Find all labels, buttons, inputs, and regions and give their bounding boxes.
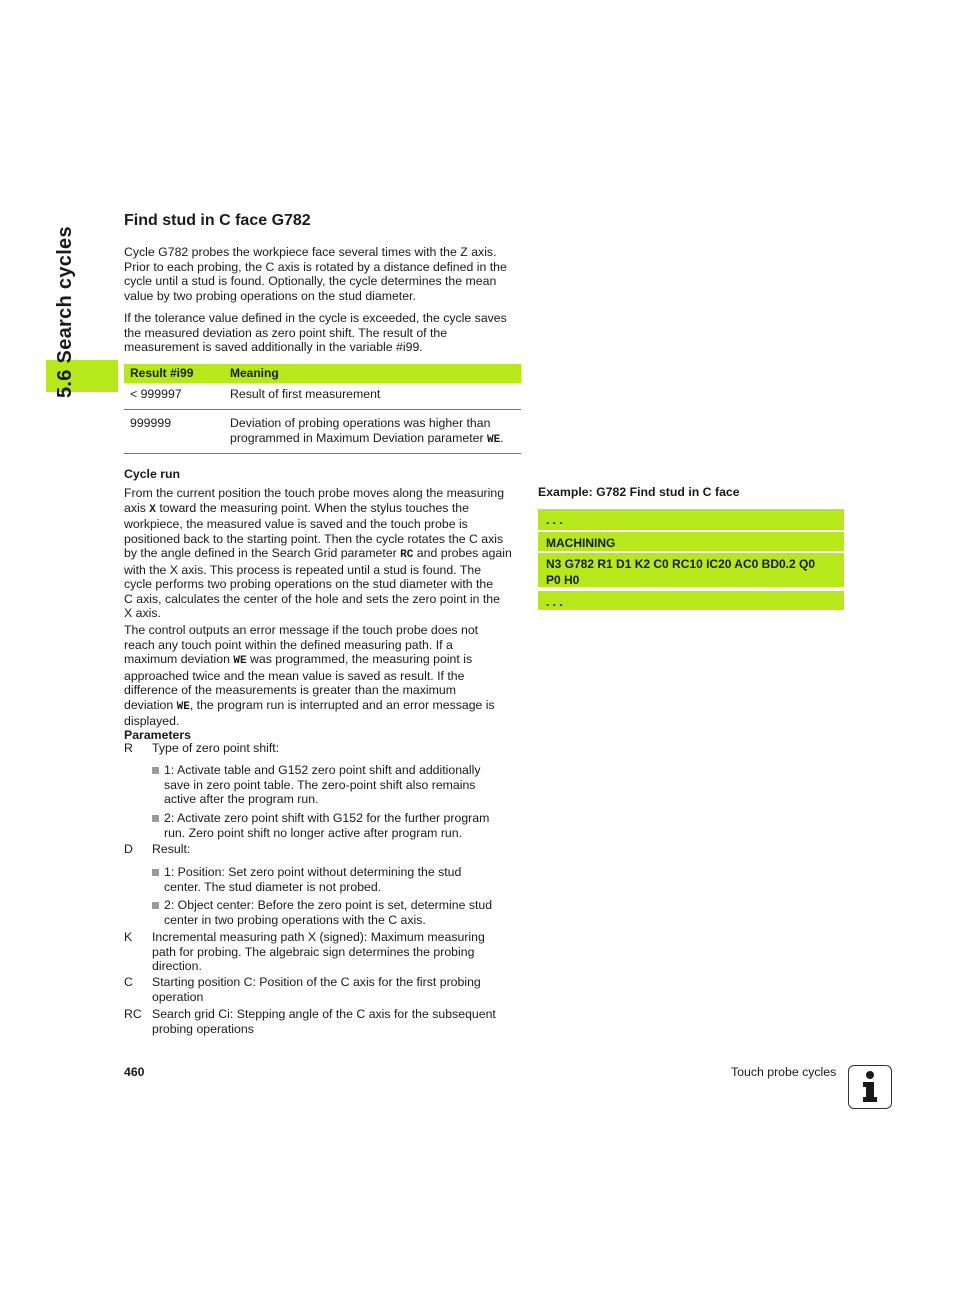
- table-row: [124, 410, 521, 454]
- text-line: [124, 532, 524, 547]
- text-line: operation: [152, 989, 204, 1004]
- text-line: 1: Position: Set zero point without determining the stud: [164, 865, 462, 879]
- text-line: [124, 669, 524, 684]
- param-text: Type of zero point shift:: [152, 741, 280, 755]
- example-title: Example: G782 Find stud in C face: [538, 485, 740, 499]
- page-number: 460: [124, 1065, 145, 1079]
- text-line: [124, 623, 524, 638]
- text-line: [124, 683, 524, 698]
- param-text: [152, 930, 520, 974]
- text-line: value by two probing operations on the stud diameter.: [124, 288, 416, 303]
- text-line: 1: Activate table and G152 zero point shift and additionally: [164, 763, 481, 777]
- text-run: X axis.: [124, 606, 161, 620]
- code-line: . . .: [538, 591, 844, 610]
- text-line: run. Zero point shift no longer active after program run.: [164, 825, 463, 840]
- param-text: Result:: [152, 842, 191, 856]
- text-run: cycle performs two probing operations on the stud diameter with the: [124, 577, 494, 591]
- text-line: Prior to each probing, the C axis is rotated by a distance defined in the: [124, 259, 507, 274]
- table-header-meaning: Meaning: [224, 364, 521, 383]
- text-line: save in zero point table. The zero-point shift also remains: [164, 777, 476, 792]
- bullet-icon: [152, 902, 159, 909]
- table-cell-result: 999999: [124, 410, 224, 454]
- table-cell-meaning-line: Deviation of probing operations was higher than: [230, 416, 491, 430]
- text-line: cycle until a stud is found. Optionally, the cycle determines the mean: [124, 274, 497, 288]
- text-line: [124, 577, 524, 592]
- text-line: [124, 486, 524, 501]
- cycle-run-paragraph-2: [124, 623, 524, 729]
- text-run: C axis, calculates the center of the hole and sets the zero point in the: [124, 591, 500, 606]
- param-key: C: [124, 975, 133, 989]
- text-line: [124, 592, 524, 607]
- text-line: Starting position C: Position of the C axis for the first probing: [152, 975, 481, 989]
- text-line: [124, 501, 524, 518]
- code-line-part: P0 H0: [546, 573, 580, 587]
- text-line: [124, 606, 524, 621]
- table-cell-result: < 999997: [124, 383, 224, 410]
- chapter-title: Touch probe cycles: [731, 1065, 837, 1079]
- text-run: From the current position the touch probe moves along the measuring: [124, 486, 505, 500]
- text-line: [124, 714, 524, 729]
- parameter-code: WE: [486, 433, 501, 446]
- info-icon: [848, 1065, 892, 1109]
- side-tab-label: 5.6 Search cycles: [54, 226, 76, 398]
- code-line: MACHINING: [538, 532, 844, 551]
- parameter-code: WE: [233, 655, 247, 667]
- text-run: positioned back to the starting point. Then the cycle rotates the C axis: [124, 531, 504, 546]
- text-run: was programmed, the measuring point is: [246, 652, 473, 666]
- intro-paragraph-2: [124, 311, 524, 355]
- text-line: If the tolerance value defined in the cycle is exceeded, the cycle saves: [124, 311, 507, 325]
- result-table: [124, 364, 521, 454]
- param-key: RC: [124, 1007, 142, 1021]
- param-key: R: [124, 741, 133, 755]
- param-text: [152, 1007, 520, 1036]
- text-line: center in two probing operations with the C axis.: [164, 912, 426, 927]
- parameter-code: X: [149, 503, 156, 516]
- table-header-result: Result #i99: [124, 364, 224, 383]
- text-line: [124, 517, 524, 532]
- meaning-suffix: .: [500, 430, 504, 445]
- section-heading: Find stud in C face G782: [124, 212, 311, 229]
- param-key: K: [124, 930, 133, 944]
- text-line: active after the program run.: [164, 792, 319, 806]
- text-line: [124, 546, 524, 563]
- cycle-run-title: Cycle run: [124, 467, 181, 481]
- text-line: 2: Object center: Before the zero point is set, determine stud: [164, 898, 493, 912]
- meaning-text: programmed in Maximum Deviation parameter: [230, 430, 487, 445]
- text-line: the measured deviation as zero point shift. The result of the: [124, 325, 448, 340]
- text-run: with the X axis. This process is repeated until a stud is found. The: [124, 562, 482, 577]
- text-run: difference of the measurements is greater than the maximum: [124, 683, 456, 697]
- text-run: workpiece, the measured value is saved and the touch probe is: [124, 517, 468, 531]
- bullet-text: [164, 865, 520, 894]
- text-line: [124, 563, 524, 578]
- code-line: [538, 553, 844, 587]
- param-text: [152, 975, 520, 1004]
- parameters-title: Parameters: [124, 728, 191, 742]
- text-run: , the program run is interrupted and an error message is: [189, 697, 495, 712]
- bullet-icon: [152, 815, 159, 822]
- text-line: center. The stud diameter is not probed.: [164, 879, 382, 894]
- text-run: and probes again: [413, 546, 512, 560]
- code-line: . . .: [538, 509, 844, 530]
- text-line: 2: Activate zero point shift with G152 for the further program: [164, 811, 490, 825]
- bullet-text: [164, 763, 520, 807]
- text-line: Cycle G782 probes the workpiece face several times with the Z axis.: [124, 245, 497, 259]
- text-line: path for probing. The algebraic sign determines the probing: [152, 944, 475, 959]
- table-cell-meaning-line: [230, 431, 515, 448]
- text-line: [124, 638, 524, 653]
- text-line: [124, 652, 524, 669]
- bullet-icon: [152, 767, 159, 774]
- text-run: maximum deviation: [124, 652, 234, 666]
- text-run: The control outputs an error message if the touch probe does not: [124, 623, 479, 637]
- text-run: displayed.: [124, 714, 180, 728]
- code-line-part: N3 G782 R1 D1 K2 C0 RC10 IC20 AC0 BD0.2 Q0: [546, 557, 816, 571]
- text-line: [124, 698, 524, 715]
- bullet-icon: [152, 869, 159, 876]
- parameter-code: WE: [176, 700, 190, 713]
- text-line: Search grid Ci: Stepping angle of the C axis for the subsequent: [152, 1007, 496, 1021]
- table-row: [124, 383, 521, 410]
- text-run: axis: [124, 500, 150, 515]
- text-line: measurement is saved additionally in the variable #i99.: [124, 340, 423, 354]
- cycle-run-paragraph-1: [124, 486, 524, 621]
- text-run: reach any touch point within the defined measuring path. If a: [124, 637, 453, 652]
- text-run: approached twice and the mean value is saved as result. If the: [124, 668, 465, 683]
- text-run: by the angle defined in the Search Grid parameter: [124, 546, 401, 560]
- text-line: direction.: [152, 959, 202, 973]
- text-run: deviation: [124, 697, 177, 712]
- parameter-code: RC: [400, 549, 414, 561]
- param-key: D: [124, 842, 133, 856]
- text-line: Incremental measuring path X (signed): Maximum measuring: [152, 930, 485, 944]
- bullet-text: [164, 811, 520, 840]
- table-cell-meaning: [224, 410, 521, 454]
- text-run: toward the measuring point. When the stylus touches the: [155, 500, 469, 515]
- bullet-text: [164, 898, 520, 927]
- text-line: probing operations: [152, 1021, 254, 1036]
- intro-paragraph-1: [124, 245, 524, 303]
- info-glyph: [849, 1066, 890, 1107]
- table-cell-meaning: Result of first measurement: [224, 383, 521, 410]
